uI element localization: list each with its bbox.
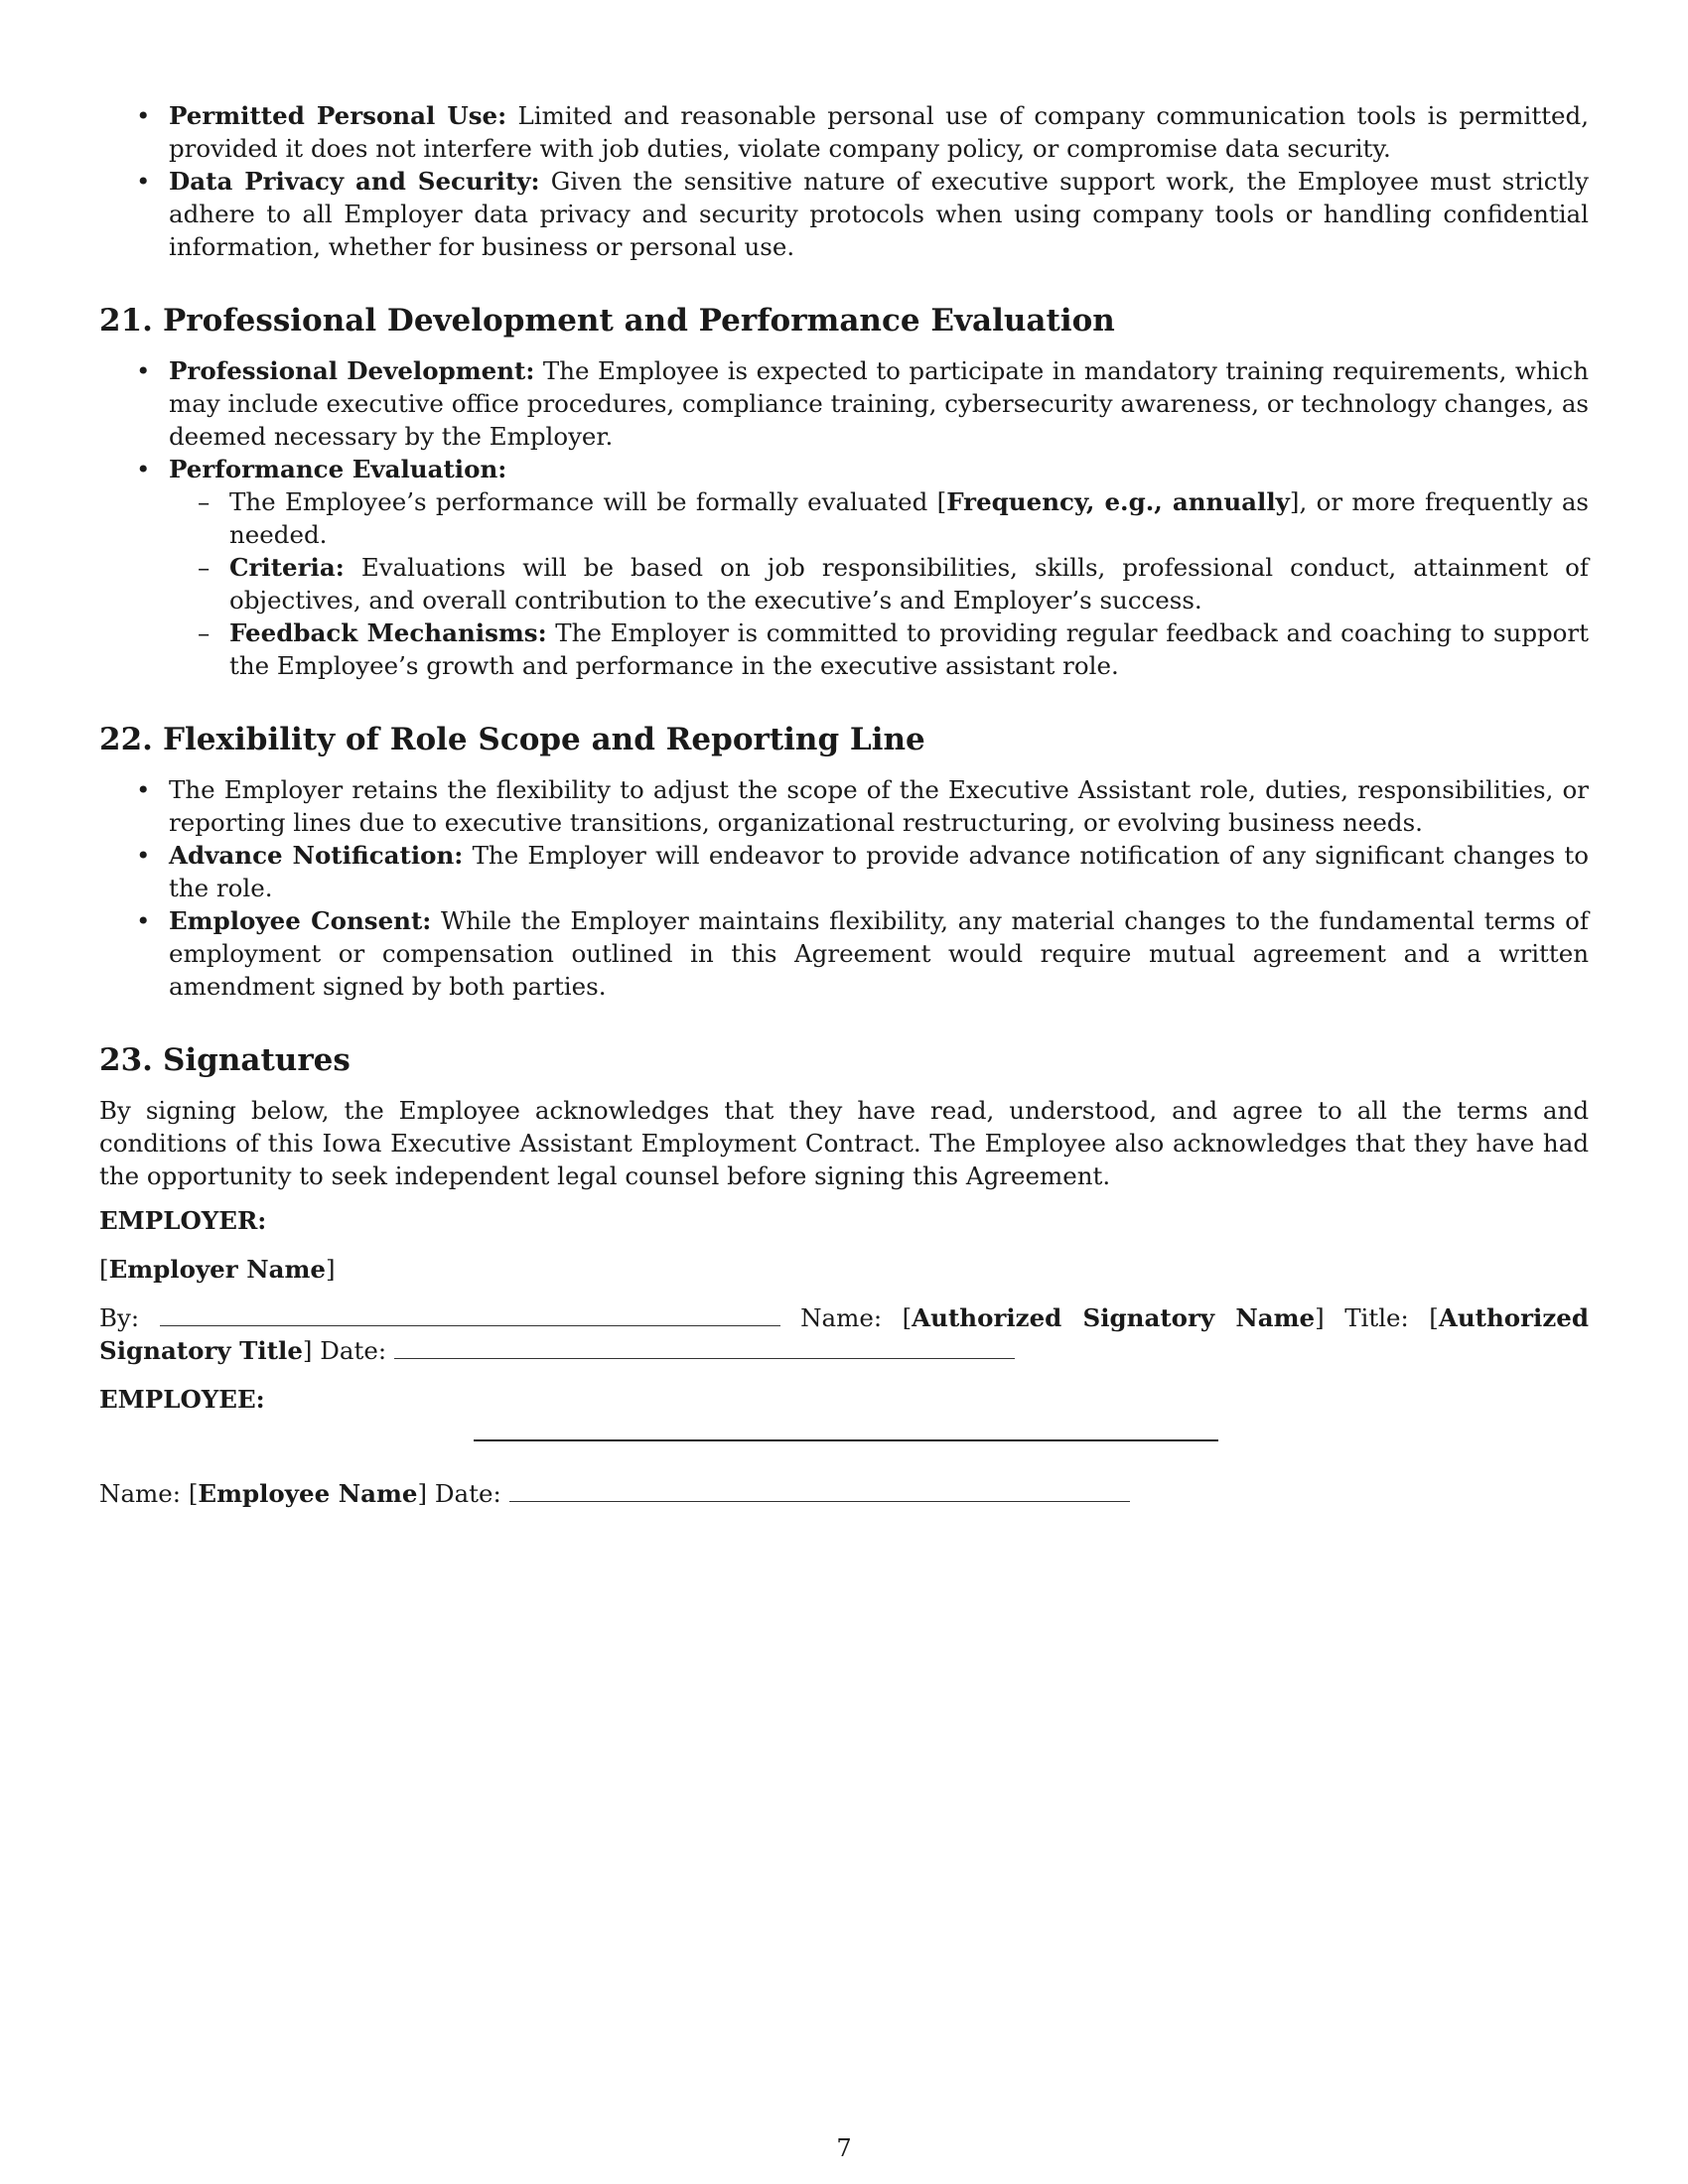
employer-signature-line[interactable] (160, 1324, 780, 1326)
employer-label: EMPLOYER: (99, 1206, 267, 1235)
sub-list-item: – The Employee’s performance will be formally evaluated [Frequency, e.g., annually], or more frequently as needed. (169, 485, 1589, 551)
section-21-heading: 21. Professional Development and Performance Evaluation (99, 303, 1115, 339)
list-item: • Employee Consent: While the Employer maintains flexibility, any material changes to the fundamental terms of employment or compensation outlined in this Agreement would require mutual agreement and a written amendment signed by both parties. (99, 904, 1589, 1003)
page-number: 7 (836, 2134, 852, 2162)
section-23-heading: 23. Signatures (99, 1042, 351, 1078)
employer-date-line[interactable] (394, 1357, 1015, 1359)
employer-signature-block: By: Name: [Authorized Signatory Name] Title: [Authorized Signatory Title] Date: (99, 1303, 1589, 1365)
section-21-list (99, 354, 1589, 682)
sub-list-item: – Feedback Mechanisms: The Employer is committed to providing regular feedback and coaching to support the Employee’s growth and performance in the executive assistant role. (169, 616, 1589, 682)
list-item: • Professional Development: The Employee is expected to participate in mandatory training requirements, which may include executive office procedures, compliance training, cybersecurity awareness, or technology changes, as deemed necessary by the Employer. (99, 354, 1589, 453)
list-item: • The Employer retains the flexibility to adjust the scope of the Executive Assistant role, duties, responsibilities, or reporting lines due to executive transitions, organizational restructuring, or evolving business needs. (99, 773, 1589, 839)
intro-bullet-list (99, 99, 1589, 263)
employee-signature-line[interactable] (474, 1439, 1218, 1441)
employee-name-date: Name: [Employee Name] Date: (99, 1477, 1589, 1510)
employee-label: EMPLOYEE: (99, 1385, 265, 1414)
sub-list-item: – Criteria: Evaluations will be based on job responsibilities, skills, professional conduct, attainment of objectives, and overall contribution to the executive’s and Employer’s success. (169, 551, 1589, 616)
list-item: • Performance Evaluation: – The Employee’s performance will be formally evaluated [Frequency, e.g., annually], or more frequently as needed. – Criteria: Evaluations will be based on job responsibilities, skills, professional conduct, attainment of objectives, and overall contribution to the executive’s and Employer’s success. – Feedback Mechanisms: The Employer is committed to providing regular feedback and coaching to support the Employee’s growth and performance in the executive assistant role. (99, 453, 1589, 682)
list-item: • Permitted Personal Use: Limited and reasonable personal use of company communication tools is permitted, provided it does not interfere with job duties, violate company policy, or compromise data security. (99, 99, 1589, 165)
list-item: • Advance Notification: The Employer will endeavor to provide advance notification of any significant changes to the role. (99, 839, 1589, 904)
performance-sub-list (169, 485, 1589, 682)
document-page (99, 99, 1589, 1510)
list-item: • Data Privacy and Security: Given the sensitive nature of executive support work, the Employee must strictly adhere to all Employer data privacy and security protocols when using company tools or handling confidential information, whether for business or personal use. (99, 165, 1589, 263)
employer-name-line: [Employer Name] (99, 1255, 336, 1284)
employee-signature-area (99, 1416, 1589, 1477)
section-22-list (99, 773, 1589, 1003)
signatures-paragraph: By signing below, the Employee acknowledges that they have read, understood, and agree to all the terms and conditions of this Iowa Executive Assistant Employment Contract. The Employee also acknowledges that they have had the opportunity to seek independent legal counsel before signing this Agreement. (99, 1096, 1589, 1190)
employee-date-line[interactable] (509, 1500, 1130, 1502)
section-22-heading: 22. Flexibility of Role Scope and Reporting Line (99, 722, 925, 757)
